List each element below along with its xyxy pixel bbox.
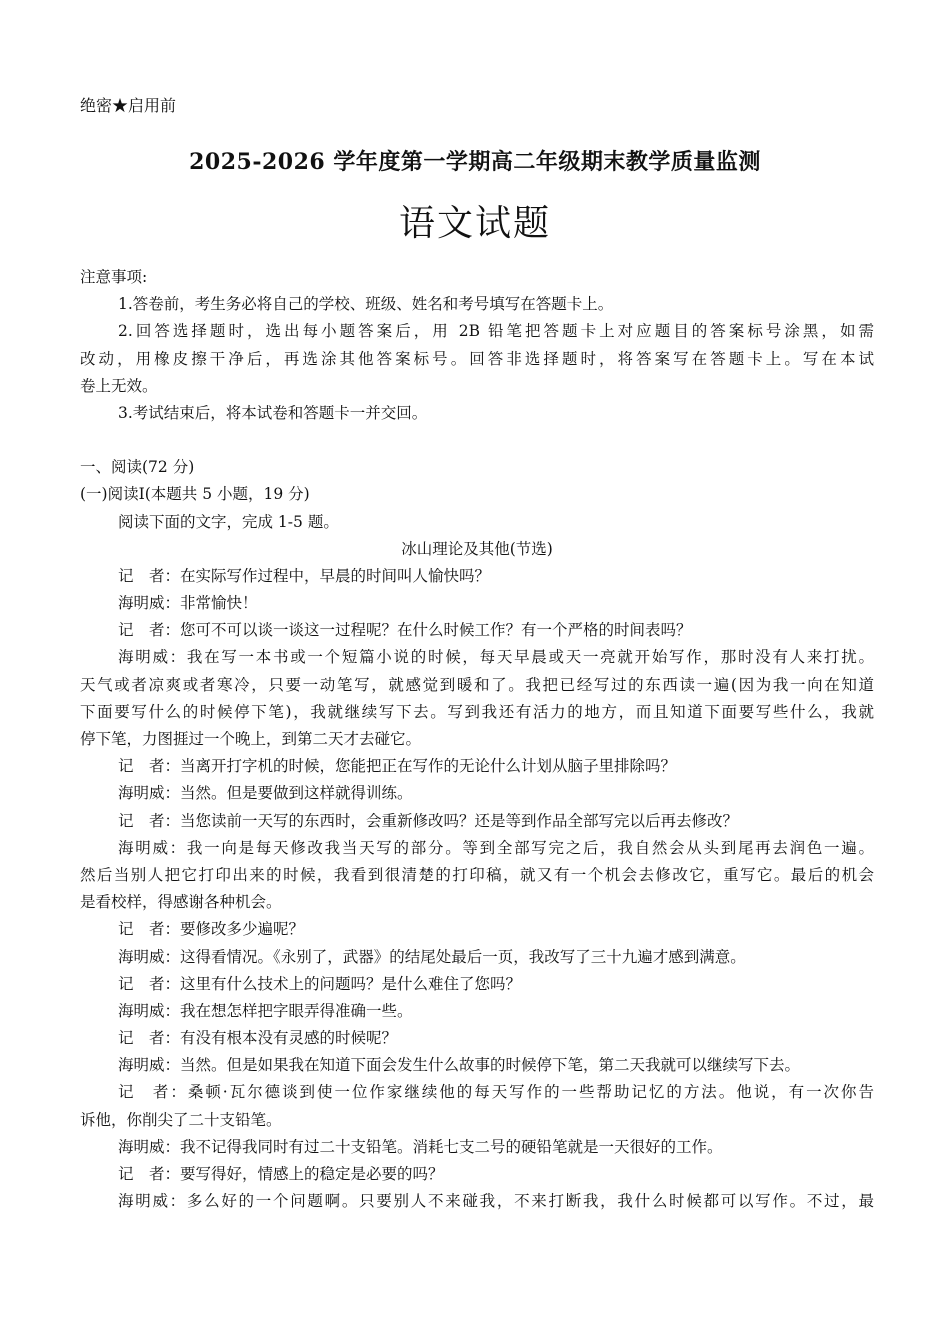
dialogue-line: 记 者：有没有根本没有灵感的时候呢？ [118, 1029, 398, 1048]
notice-item-3: 3.考试结束后，将本试卷和答题卡一并交回。 [118, 403, 428, 422]
exam-title: 2025-2026 学年度第一学期高二年级期末教学质量监测 [189, 149, 761, 175]
dialogue-line: 是看校样，得感谢各种机会。 [80, 893, 282, 912]
dialogue-line: 记 者：在实际写作过程中，早晨的时间叫人愉快吗？ [118, 566, 491, 585]
dialogue-line: 海明威：多么好的一个问题啊。只要别人不来碰我，不来打断我，我什么时候都可以写作。不过，最 [118, 1192, 874, 1211]
dialogue-line: 记 者：您可不可以谈一谈这一过程呢？在什么时候工作？有一个严格的时间表吗？ [118, 621, 692, 640]
dialogue-line: 记 者：桑顿·瓦尔德谈到使一位作家继续他的每天写作的一些帮助记忆的方法。他说，有一次你告 [118, 1083, 874, 1102]
document-body [80, 264, 874, 1215]
dialogue-line: 天气或者凉爽或者寒冷，只要一动笔写，就感觉到暖和了。我把已经写过的东西读一遍(因为我一向在知道 [80, 675, 874, 694]
dialogue-line: 海明威：非常愉快！ [118, 594, 258, 613]
section-gap [80, 427, 874, 454]
dialogue-line: 诉他，你削尖了二十支铅笔。 [80, 1110, 282, 1129]
section-heading: 一、阅读(72 分) [80, 458, 195, 477]
subsection-heading: (一)阅读Ⅰ(本题共 5 小题，19 分) [80, 485, 310, 504]
dialogue-line: 海明威：我一向是每天修改我当天写的部分。等到全部写完之后，我自然会从头到尾再去润色一遍。 [118, 838, 874, 857]
dialogue-line: 海明威：我在写一本书或一个短篇小说的时候，每天早晨或天一亮就开始写作，那时没有人来打扰。 [118, 648, 874, 667]
notice-heading: 注意事项: [80, 268, 148, 286]
reading-instruction: 阅读下面的文字，完成 1-5 题。 [118, 512, 339, 531]
dialogue-line: 记 者：要写得好，情感上的稳定是必要的吗？ [118, 1165, 444, 1183]
dialogue-line: 海明威：当然。但是如果我在知道下面会发生什么故事的时候停下笔，第二天我就可以继续写下去。 [118, 1056, 801, 1075]
notice-item-2-line-2: 改动，用橡皮擦干净后，再选涂其他答案标号。回答非选择题时，将答案写在答题卡上。写在本试 [80, 349, 874, 368]
notice-item-2-line-1: 2.回答选择题时，选出每小题答案后，用 2B 铅笔把答题卡上对应题目的答案标号涂黑，如需 [118, 322, 874, 341]
dialogue-line: 记 者：当您读前一天写的东西时，会重新修改吗？还是等到作品全部写完以后再去修改？ [118, 811, 739, 830]
dialogue-line: 海明威：当然。但是要做到这样就得训练。 [118, 784, 413, 803]
dialogue-line: 海明威：我在想怎样把字眼弄得准确一些。 [118, 1001, 413, 1020]
passage-title: 冰山理论及其他(节选) [401, 539, 553, 558]
dialogue-line: 记 者：要修改多少遍呢？ [118, 920, 305, 939]
dialogue-line: 记 者：这里有什么技术上的问题吗？是什么难住了您吗？ [118, 974, 522, 993]
confidential-label: 绝密★启用前 [80, 96, 177, 115]
dialogue-line: 海明威：这得看情况。《永别了，武器》的结尾处最后一页，我改写了三十九遍才感到满意。 [118, 947, 746, 966]
dialogue-line: 下面要写什么的时候停下笔)，我就继续写下去。写到我还有活力的地方，而且知道下面要写些什么，我就 [80, 702, 874, 721]
dialogue-line: 然后当别人把它打印出来的时候，我看到很清楚的打印稿，就又有一个机会去修改它，重写它。最后的机会 [80, 865, 874, 884]
subject-title: 语文试题 [398, 203, 551, 244]
dialogue-line: 停下笔，力图捱过一个晚上，到第二天才去碰它。 [80, 730, 422, 748]
notice-item-1: 1.答卷前，考生务必将自己的学校、班级、姓名和考号填写在答题卡上。 [118, 295, 614, 314]
notice-item-2-line-3: 卷上无效。 [80, 376, 158, 395]
dialogue-line: 记 者：当离开打字机的时候，您能把正在写作的无论什么计划从脑子里排除吗？ [118, 757, 677, 776]
dialogue-line: 海明威：我不记得我同时有过二十支铅笔。消耗七支二号的硬铅笔就是一天很好的工作。 [118, 1137, 723, 1156]
